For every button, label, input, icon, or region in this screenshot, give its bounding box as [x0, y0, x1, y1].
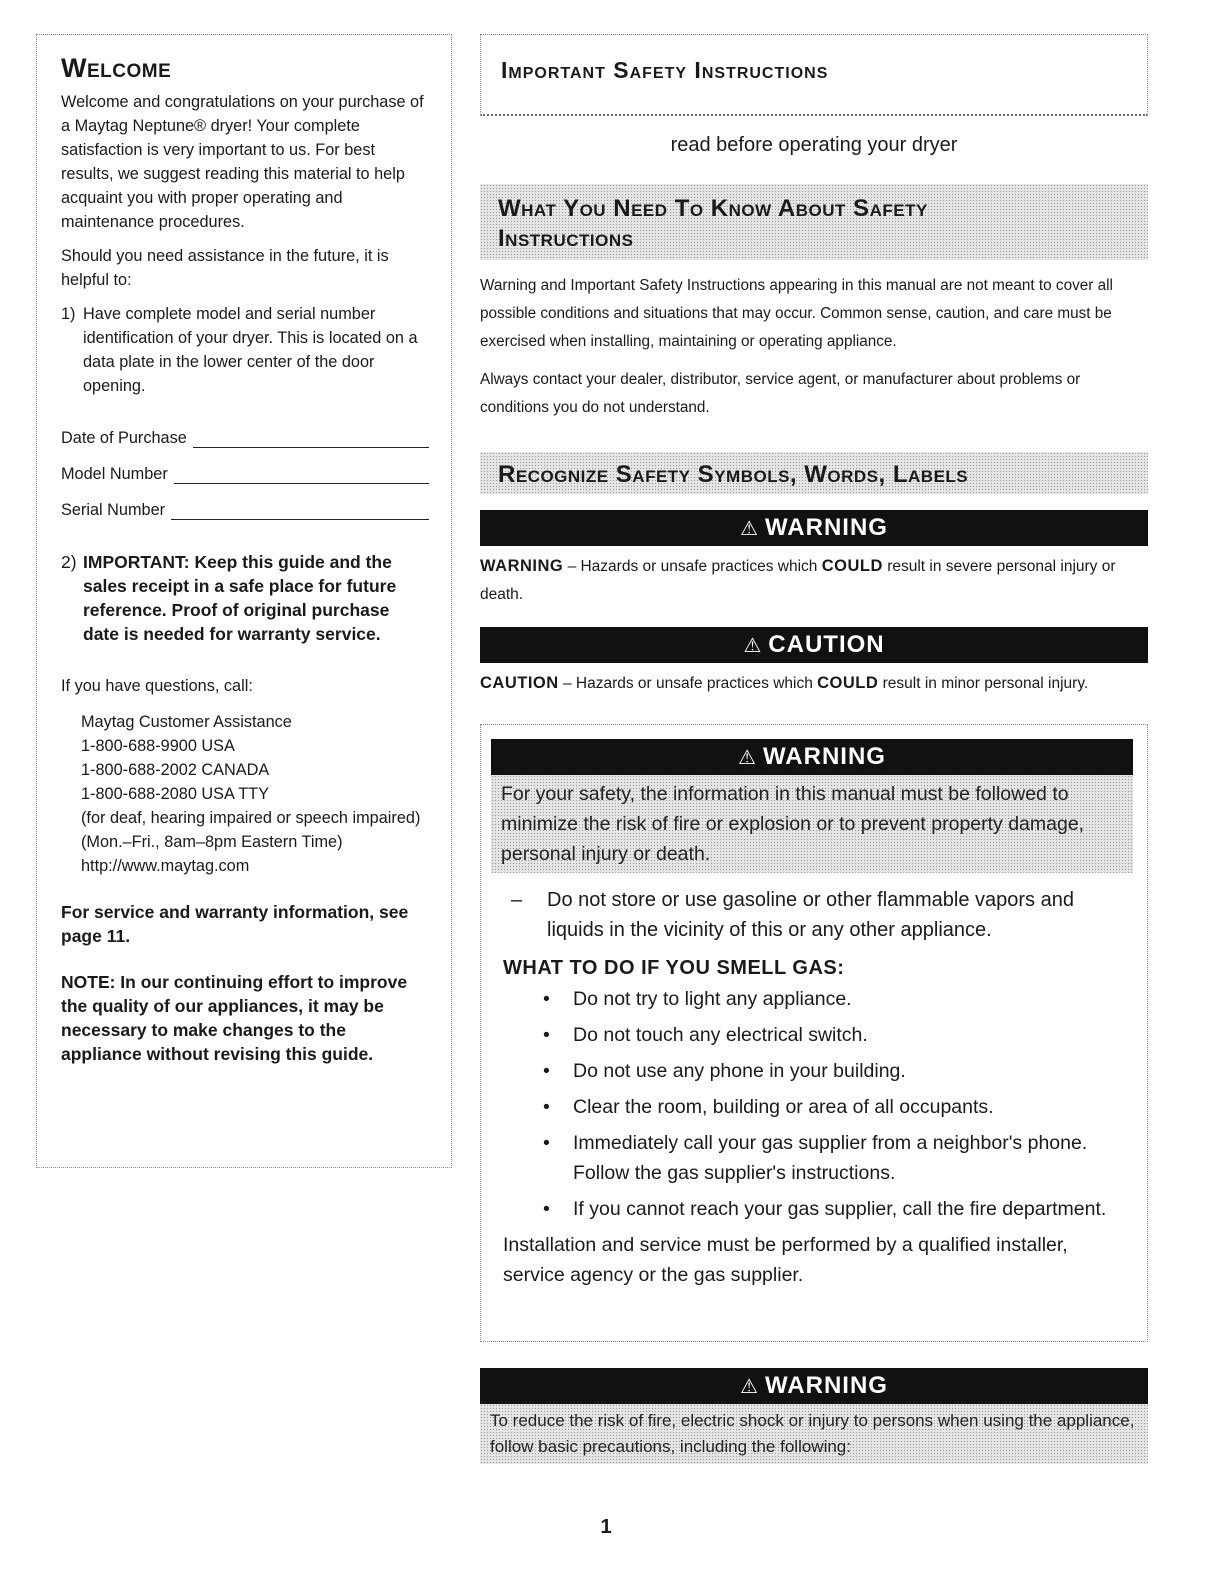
- caution-term: CAUTION: [480, 674, 559, 692]
- warning-triangle-icon: ⚠: [738, 747, 757, 769]
- list-item-text: Do not try to light any appliance.: [573, 988, 852, 1010]
- box-warning-label: WARNING: [762, 743, 886, 770]
- gas-warning-box: [480, 724, 1148, 1342]
- bullet-icon: •: [543, 988, 550, 1010]
- contact-block: [81, 710, 429, 878]
- assist-text: Should you need assistance in the future, it is helpful to:: [61, 247, 389, 289]
- know-paragraph-2: Always contact your dealer, distributor, service agent, or manufacturer about problems or conditions you do not understand.: [480, 371, 1081, 416]
- date-of-purchase-label: Date of Purchase: [61, 429, 187, 447]
- warning-term: WARNING: [480, 557, 564, 575]
- warning-signal-bar: [480, 510, 1148, 546]
- model-number-line[interactable]: [174, 463, 429, 484]
- installation-note: Installation and service must be performed by a qualified installer, service agency or the gas supplier.: [503, 1234, 1068, 1286]
- list-item: [543, 1128, 1147, 1188]
- caution-signal-label: CAUTION: [768, 631, 885, 658]
- list-item-text: Do not touch any electrical switch.: [573, 1024, 868, 1046]
- box-warning-text: For your safety, the information in this manual must be followed to minimize the risk of fire or explosion or to prevent property damage, personal injury or death.: [491, 775, 1133, 873]
- dash-mark: –: [511, 889, 523, 911]
- contact-line: 1-800-688-2080 USA TTY: [81, 785, 269, 803]
- know-heading: What You Need To Know About Safety Instructions: [480, 184, 1148, 260]
- warning-could: COULD: [821, 557, 883, 575]
- page-number: 1: [600, 1516, 612, 1538]
- bullet-icon: •: [543, 1096, 550, 1118]
- welcome-intro: Welcome and congratulations on your purchase of a Maytag Neptune® dryer! Your complete satisfaction is very important to us. For best results, we suggest reading this material to help acquaint you with proper operating and maintenance procedures.: [61, 93, 424, 231]
- item-1: [61, 302, 429, 398]
- service-note: For service and warranty information, see page 11.: [61, 902, 409, 946]
- warning-definition: [480, 552, 1148, 609]
- symbols-heading: Recognize Safety Symbols, Words, Labels: [480, 452, 1148, 494]
- last-warning-label: WARNING: [764, 1372, 888, 1399]
- questions-text: If you have questions, call:: [61, 677, 253, 695]
- model-number-field[interactable]: [61, 448, 429, 484]
- bullet-icon: •: [543, 1198, 550, 1220]
- item-1-number: 1): [61, 305, 76, 323]
- list-item-text: Immediately call your gas supplier from a neighbor's phone. Follow the gas supplier's instructions.: [573, 1132, 1088, 1184]
- know-paragraph-1: Warning and Important Safety Instructions appearing in this manual are not meant to cover all possible conditions and situations that may occur. Common sense, caution, and care must be exercised when installing, maintaining or operating appliance.: [480, 277, 1113, 350]
- gasoline-item: [481, 885, 1147, 945]
- item-2: [61, 550, 429, 646]
- list-item: [543, 1020, 1147, 1050]
- contact-line: (Mon.–Fri., 8am–8pm Eastern Time): [81, 833, 343, 851]
- warning-triangle-icon: ⚠: [740, 1376, 759, 1398]
- safety-title-box: [480, 34, 1148, 116]
- list-item: [543, 1194, 1147, 1224]
- contact-line: 1-800-688-9900 USA: [81, 737, 235, 755]
- contact-line: (for deaf, hearing impaired or speech impaired): [81, 809, 421, 827]
- caution-signal-bar: [480, 627, 1148, 663]
- item-1-text: Have complete model and serial number identification of your dryer. This is located on a data plate in the lower center of the door opening.: [83, 305, 418, 395]
- warning-signal-label: WARNING: [764, 514, 888, 541]
- warning-def-a: – Hazards or unsafe practices which: [567, 558, 818, 575]
- date-of-purchase-field[interactable]: [61, 412, 429, 448]
- caution-could: COULD: [817, 674, 879, 692]
- smell-gas-heading: WHAT TO DO IF YOU SMELL GAS:: [503, 957, 845, 979]
- contact-line: 1-800-688-2002 CANADA: [81, 761, 270, 779]
- safety-subtitle: read before operating your dryer: [670, 134, 958, 156]
- safety-title: Important Safety Instructions: [501, 57, 829, 83]
- model-number-label: Model Number: [61, 465, 168, 483]
- list-item-text: If you cannot reach your gas supplier, call the fire department.: [573, 1198, 1107, 1220]
- welcome-title: Welcome: [61, 53, 172, 83]
- gasoline-text: Do not store or use gasoline or other flammable vapors and liquids in the vicinity of this or any other appliance.: [547, 889, 1074, 941]
- basic-precautions-warning: [480, 1368, 1148, 1464]
- smell-gas-list: [481, 984, 1147, 1224]
- list-item: [543, 984, 1147, 1014]
- warning-triangle-icon: ⚠: [740, 518, 759, 540]
- bullet-icon: •: [543, 1132, 550, 1154]
- date-of-purchase-line[interactable]: [193, 427, 429, 448]
- serial-number-label: Serial Number: [61, 501, 166, 519]
- serial-number-field[interactable]: [61, 484, 429, 520]
- caution-definition: [480, 669, 1148, 698]
- caution-def-a: – Hazards or unsafe practices which: [562, 675, 813, 692]
- welcome-panel: [36, 34, 452, 1168]
- improvement-note: NOTE: In our continuing effort to improve the quality of our appliances, it may be necessary to make changes to the appliance without revising this guide.: [61, 972, 408, 1064]
- last-warning-text: To reduce the risk of fire, electric shock or injury to persons when using the appliance, follow basic precautions, including the following:: [480, 1404, 1148, 1464]
- bullet-icon: •: [543, 1024, 550, 1046]
- safety-column: [480, 34, 1148, 1464]
- contact-line: Maytag Customer Assistance: [81, 713, 292, 731]
- serial-number-line[interactable]: [171, 499, 429, 520]
- last-warning-signal-bar: [480, 1368, 1148, 1404]
- caution-def-b: result in minor personal injury.: [882, 675, 1089, 692]
- website-link[interactable]: http://www.maytag.com: [81, 857, 250, 875]
- bullet-icon: •: [543, 1060, 550, 1082]
- item-2-text: IMPORTANT: Keep this guide and the sales receipt in a safe place for future reference. Proof of original purchase date is needed for warranty service.: [83, 552, 397, 644]
- list-item: [543, 1056, 1147, 1086]
- list-item: [543, 1092, 1147, 1122]
- list-item-text: Do not use any phone in your building.: [573, 1060, 906, 1082]
- list-item-text: Clear the room, building or area of all occupants.: [573, 1096, 994, 1118]
- warning-triangle-icon: ⚠: [743, 635, 763, 657]
- item-2-number: 2): [61, 552, 77, 572]
- box-warning-signal-bar: [491, 739, 1133, 775]
- warning-def-b: result in severe personal injury or death.: [480, 558, 1116, 603]
